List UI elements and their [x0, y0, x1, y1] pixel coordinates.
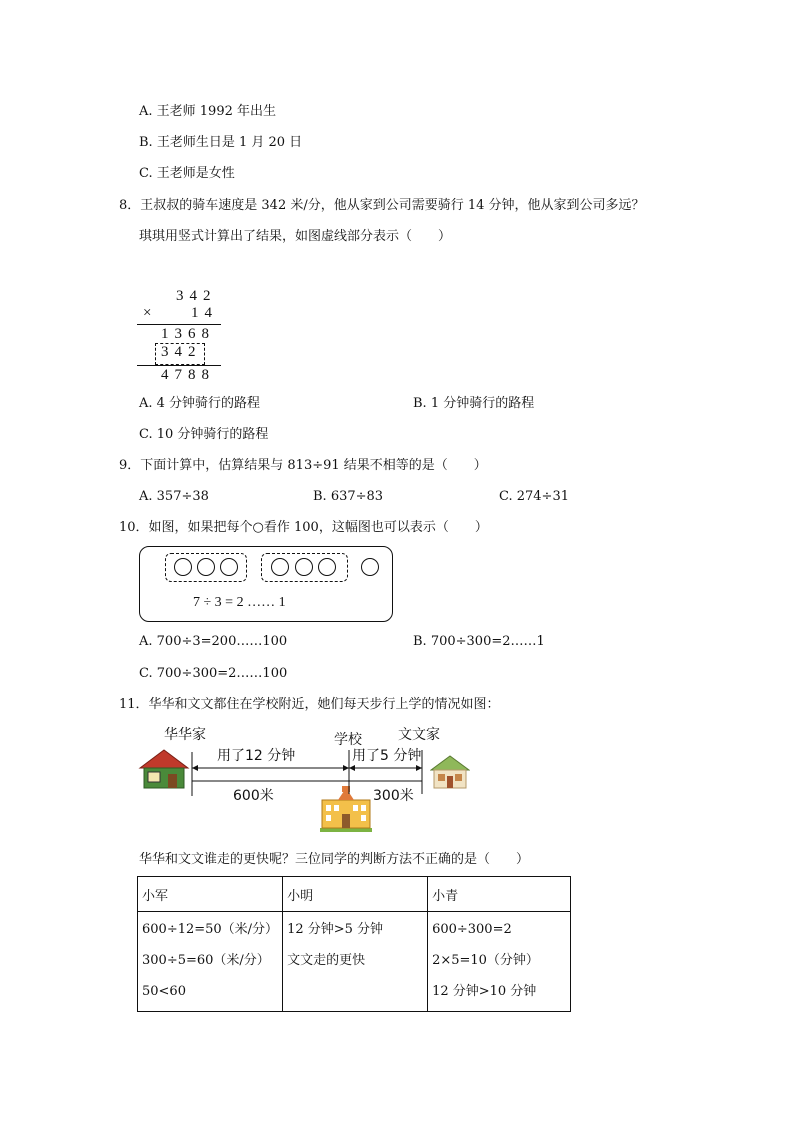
walking-diagram: [135, 722, 480, 834]
dist-right-label: 300米: [373, 788, 414, 804]
q10-option-b: B. 700÷300=2……1: [413, 634, 545, 649]
time-right-label: 用了5 分钟: [352, 748, 422, 764]
table-header-xiaoqing: 小青: [428, 877, 571, 912]
calc-partial1: 1368: [161, 326, 215, 342]
circle-icon: [295, 558, 313, 576]
wenwen-home-label: 文文家: [398, 727, 440, 743]
calc-partial2: 342: [161, 344, 202, 360]
q8-option-b: B. 1 分钟骑行的路程: [413, 396, 535, 411]
table-cell-xiaojun: [138, 912, 283, 1012]
q11-table: [137, 876, 571, 1012]
table-cell-xiaoming: [283, 912, 428, 1012]
q8-stem-line1: 8．王叔叔的骑车速度是 342 米/分，他从家到公司需要骑行 14 分钟，他从家到公司多远？: [119, 198, 645, 213]
circle-icon: [361, 558, 379, 576]
q9-option-b: B. 637÷83: [313, 489, 384, 504]
q9-option-a: A. 357÷38: [139, 489, 209, 504]
calc-multiplicand: 342: [176, 288, 217, 304]
cell-line: 600÷12=50（米/分）: [142, 922, 279, 937]
cell-line: 12 分钟>5 分钟: [287, 922, 384, 937]
q8-option-c: C. 10 分钟骑行的路程: [139, 427, 269, 442]
time-left-label: 用了12 分钟: [217, 748, 296, 764]
q11-question: 华华和文文谁走的更快呢？三位同学的判断方法不正确的是（ ）: [139, 852, 530, 867]
huahua-home-label: 华华家: [164, 727, 206, 743]
q10-figure: [139, 546, 393, 622]
distance-lines: [135, 722, 480, 834]
calc-line-1: [137, 324, 221, 325]
cell-line: 300÷5=60（米/分）: [142, 953, 270, 968]
figure-equation: 7 ÷ 3 = 2 …… 1: [193, 595, 286, 610]
cell-line: 600÷300=2: [432, 922, 512, 937]
school-label: 学校: [334, 732, 362, 748]
circle-icon: [174, 558, 192, 576]
cell-line: 文文走的更快: [287, 953, 366, 968]
q9-stem: 9．下面计算中，估算结果与 813÷91 结果不相等的是（ ）: [119, 458, 487, 473]
q7-option-c: C. 王老师是女性: [139, 166, 235, 181]
cell-line: 12 分钟>10 分钟: [432, 984, 537, 999]
q11-stem: 11．华华和文文都住在学校附近，她们每天步行上学的情况如图：: [119, 697, 500, 712]
cell-line: 2×5=10（分钟）: [432, 953, 539, 968]
q8-stem-line2: 琪琪用竖式计算出了结果，如图虚线部分表示（ ）: [139, 229, 452, 244]
circle-icon: [318, 558, 336, 576]
q10-option-c: C. 700÷300=2……100: [139, 666, 288, 681]
calc-result: 4788: [161, 367, 215, 383]
cell-line: 50<60: [142, 984, 186, 999]
calc-operator: ×: [143, 305, 152, 321]
calc-line-2: [137, 365, 221, 366]
calc-multiplier: 14: [191, 305, 218, 321]
table-cell-xiaoqing: [428, 912, 571, 1012]
table-header-xiaojun: 小军: [138, 877, 283, 912]
q10-option-a: A. 700÷3=200……100: [139, 634, 288, 649]
q7-option-b: B. 王老师生日是 1 月 20 日: [139, 135, 303, 150]
q8-option-a: A. 4 分钟骑行的路程: [139, 396, 261, 411]
table-header-xiaoming: 小明: [283, 877, 428, 912]
circle-icon: [271, 558, 289, 576]
q9-option-c: C. 274÷31: [499, 489, 569, 504]
vertical-multiplication: [135, 286, 225, 386]
circle-icon: [197, 558, 215, 576]
dist-left-label: 600米: [233, 788, 274, 804]
q7-option-a: A. 王老师 1992 年出生: [139, 104, 277, 119]
q10-stem: 10．如图，如果把每个○看作 100，这幅图也可以表示（ ）: [119, 520, 488, 535]
circle-icon: [220, 558, 238, 576]
